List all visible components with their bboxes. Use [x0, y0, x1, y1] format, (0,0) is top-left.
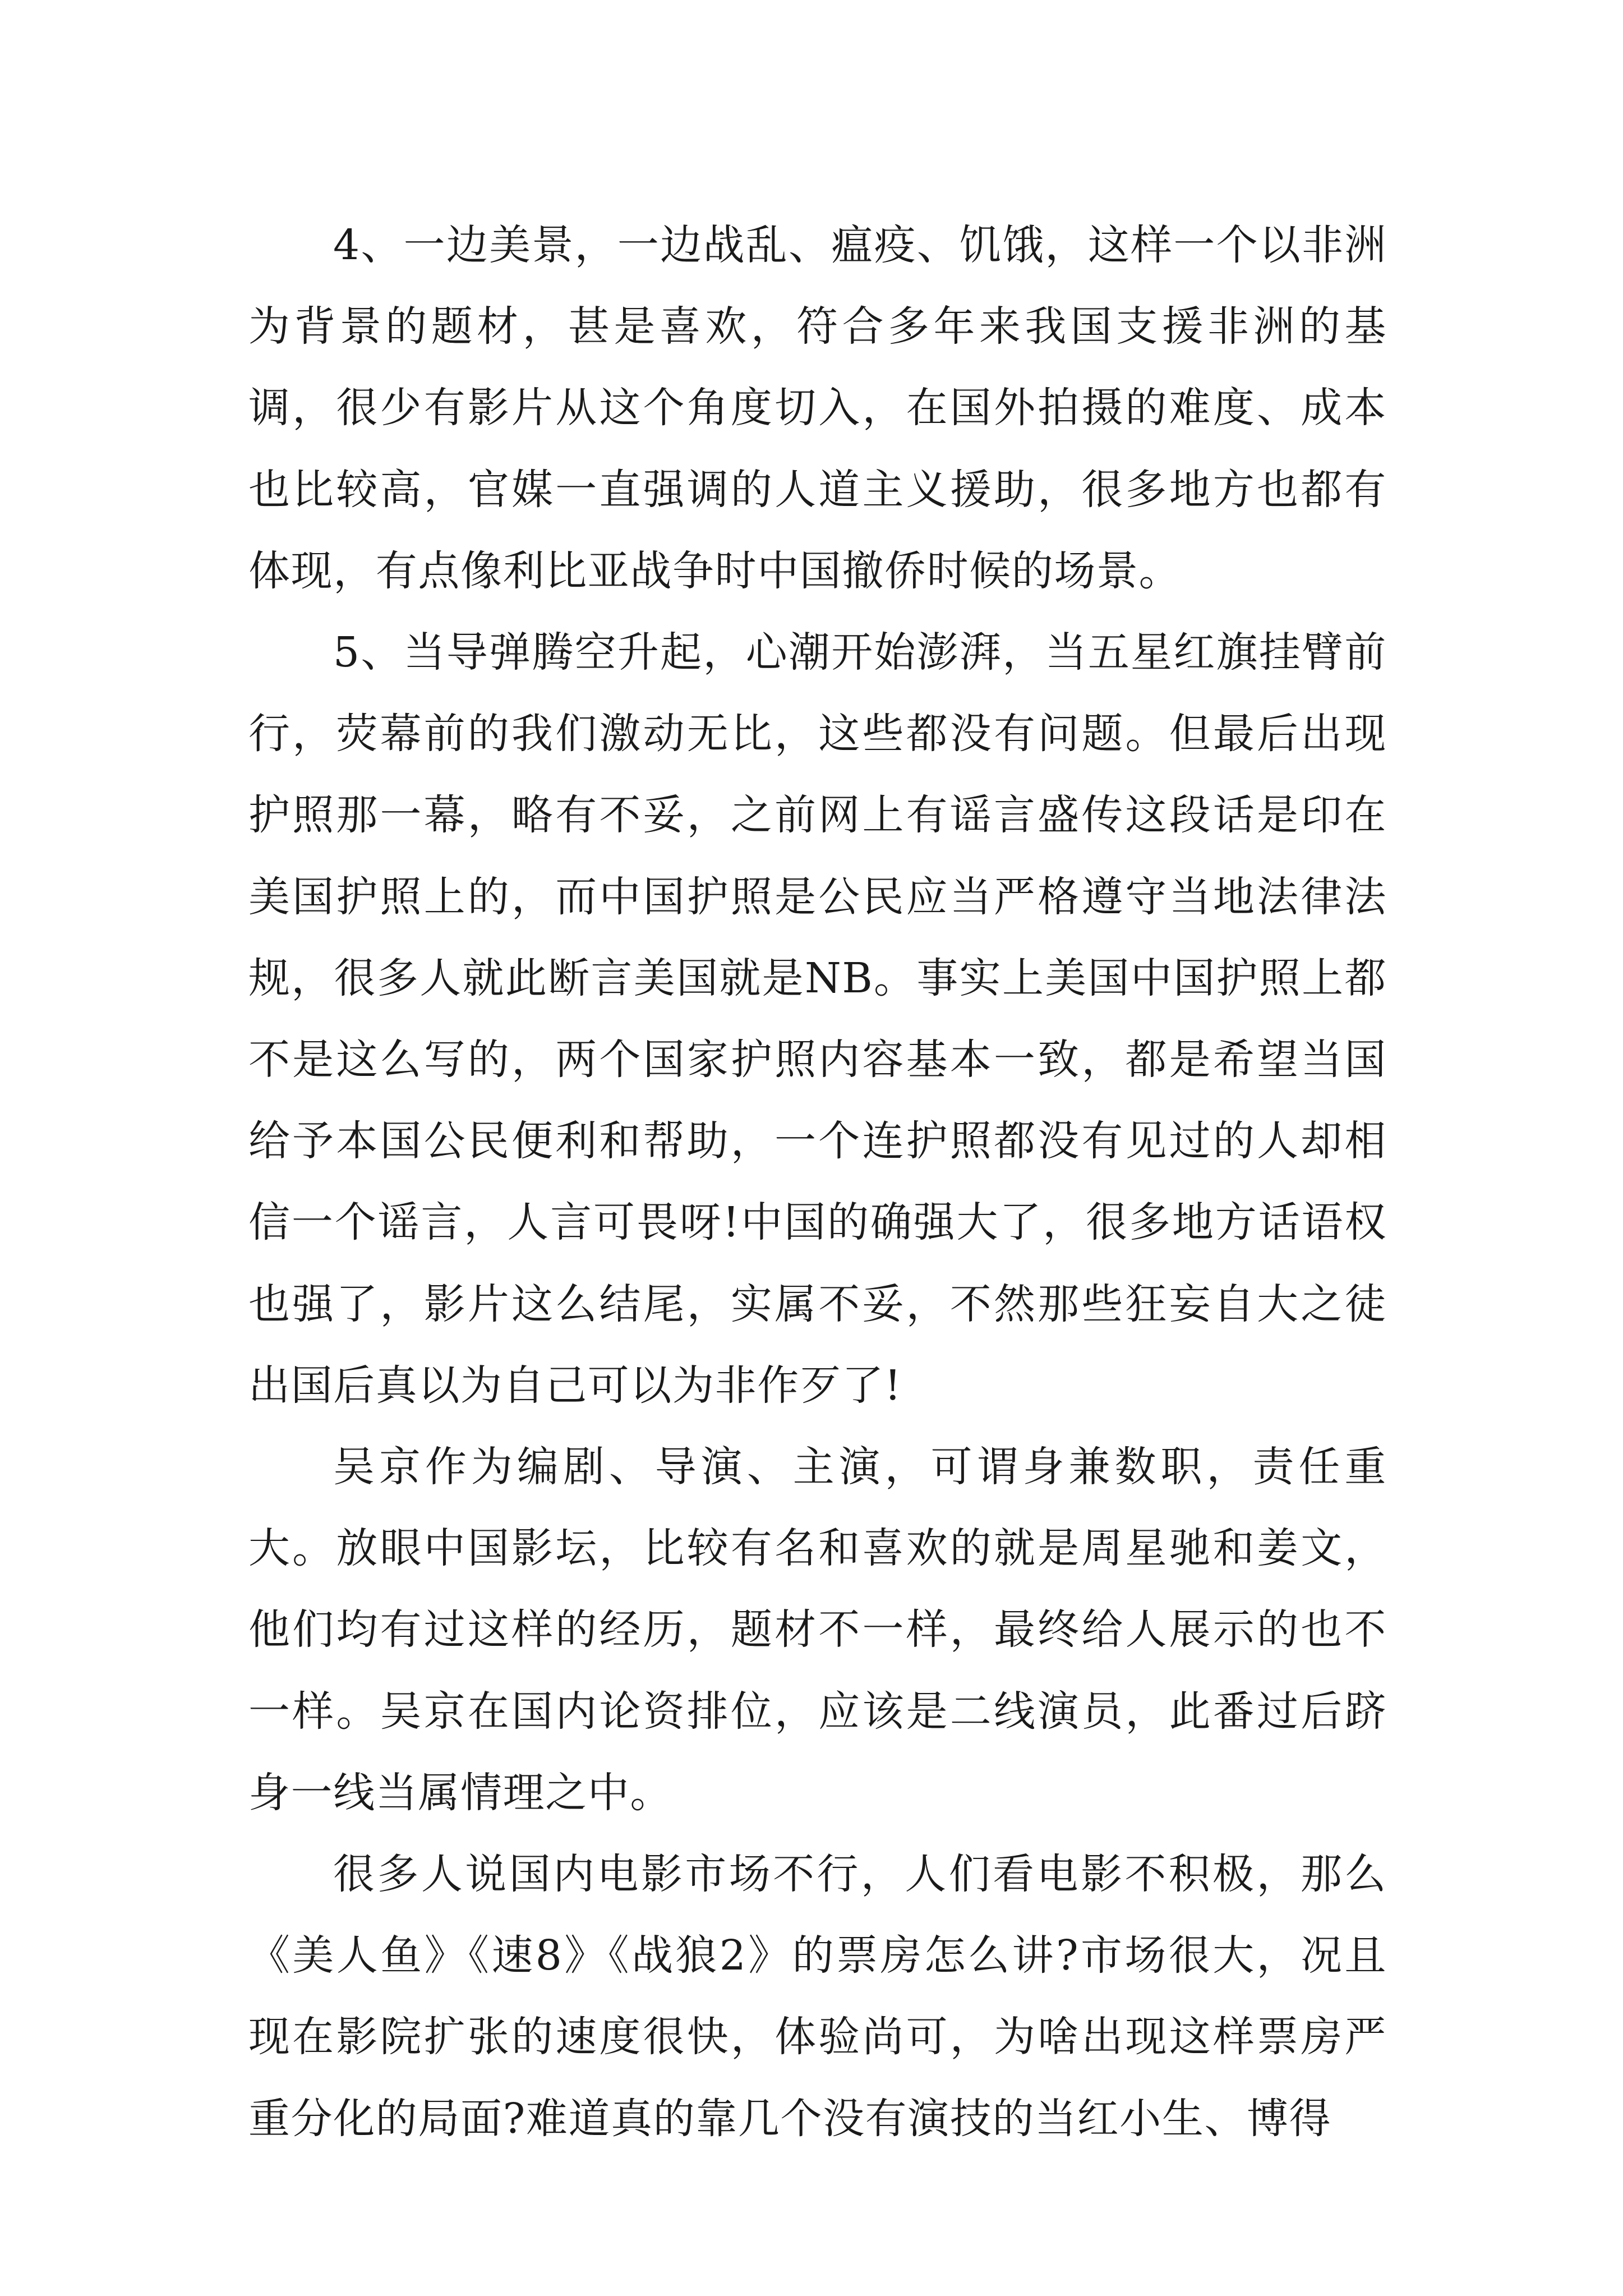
paragraph-point-5: 5、当导弹腾空升起，心潮开始澎湃，当五星红旗挂臂前行，荧幕前的我们激动无比，这些都没有问题。但最后出现护照那一幕，略有不妥，之前网上有谣言盛传这段话是印在美国护照上的，而中国护照是公民应当严格遵守当地法律法规，很多人就此断言美国就是NB。事实上美国中国护照上都不是这么写的，两个国家护照内容基本一致，都是希望当国给予本国公民便利和帮助，一个连护照都没有见过的人却相信一个谣言，人言可畏呀!中国的确强大了，很多地方话语权也强了，影片这么结尾，实属不妥，不然那些狂妄自大之徒出国后真以为自己可以为非作歹了!: [248, 628, 1387, 1410]
paragraph-wu-jing: 吴京作为编剧、导演、主演，可谓身兼数职，责任重大。放眼中国影坛，比较有名和喜欢的就是周星驰和姜文，他们均有过这样的经历，题材不一样，最终给人展示的也不一样。吴京在国内论资排位，应该是二线演员，此番过后跻身一线当属情理之中。: [248, 1443, 1387, 1817]
paragraph-point-4: 4、一边美景，一边战乱、瘟疫、饥饿，这样一个以非洲为背景的题材，甚是喜欢，符合多年来我国支援非洲的基调，很少有影片从这个角度切入，在国外拍摄的难度、成本也比较高，官媒一直强调的人道主义援助，很多地方也都有体现，有点像利比亚战争时中国撤侨时候的场景。: [248, 221, 1387, 595]
document-body: [248, 205, 1387, 2160]
paragraph-film-market: 很多人说国内电影市场不行，人们看电影不积极，那么《美人鱼》《速8》《战狼2》的票房怎么讲?市场很大，况且现在影院扩张的速度很快，体验尚可，为啥出现这样票房严重分化的局面?难道真的靠几个没有演技的当红小生、博得: [248, 1850, 1387, 2143]
